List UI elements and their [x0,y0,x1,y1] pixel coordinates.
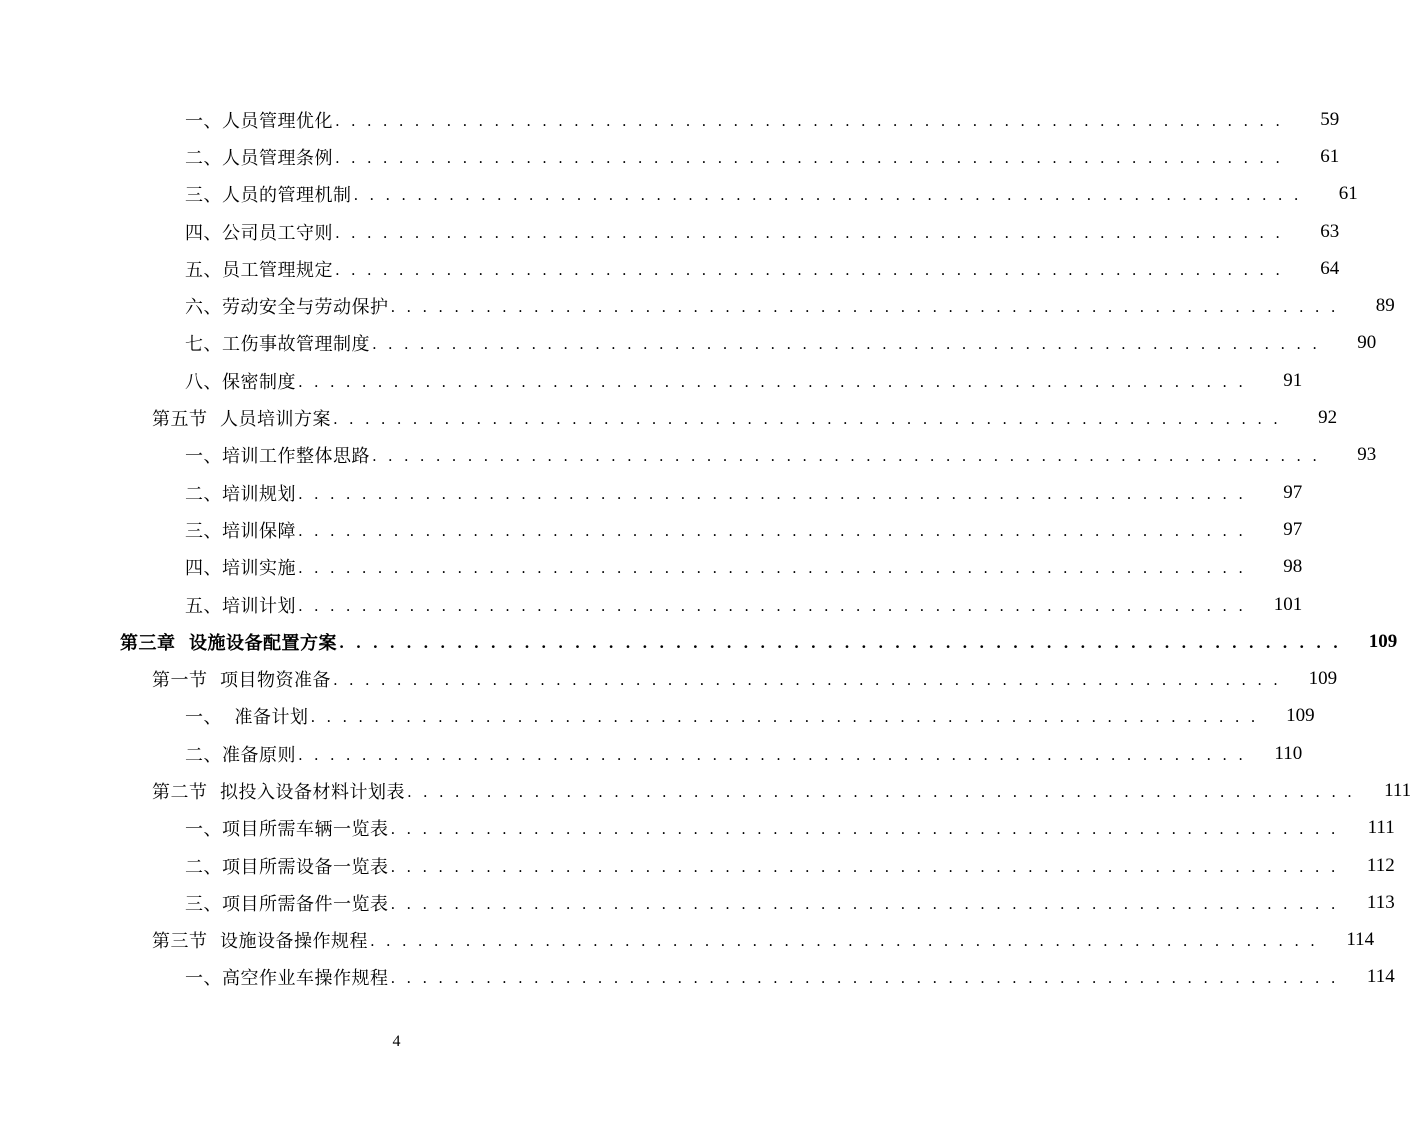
toc-entry-title: 一、培训工作整体思路 [185,446,370,468]
toc-entry-title: 二、人员管理条例 [185,147,333,169]
toc-entry-title: 第三章 设施设备配置方案 [120,632,338,654]
toc-entry-page: 61 [1338,183,1358,205]
toc-entry-title: 八、保密制度 [185,371,296,393]
toc-dot-leader: . . . . . . . . . . . . . . . . . . . . . . . . . . . . . . . . . . . . . . . . . . . . . . . . . . . . . . . . . . . . [369,932,1319,951]
toc-entry-title: 一、 准备计划 [185,707,309,729]
toc-dot-leader: . . . . . . . . . . . . . . . . . . . . . . . . . . . . . . . . . . . . . . . . . . . . . . . . . . . . . . . . . . . . [335,260,1284,279]
toc-entry-title: 一、人员管理优化 [185,110,333,132]
toc-entry[interactable] [0,511,1303,548]
toc-entry-title: 一、项目所需车辆一览表 [185,819,389,841]
toc-dot-leader: . . . . . . . . . . . . . . . . . . . . . . . . . . . . . . . . . . . . . . . . . . . . . . . . . . . . . . . . . . . . [332,410,1282,429]
toc-entry[interactable] [0,399,1338,436]
toc-entry[interactable] [0,101,1340,138]
toc-entry-page: 111 [1367,817,1395,839]
toc-entry[interactable] [0,959,1395,996]
toc-entry-page: 89 [1375,295,1395,317]
toc-entry-title: 四、公司员工守则 [185,222,333,244]
toc-entry[interactable] [0,138,1340,175]
toc-entry-page: 63 [1320,220,1340,242]
toc-dot-leader: . . . . . . . . . . . . . . . . . . . . . . . . . . . . . . . . . . . . . . . . . . . . . . . . . . . . . . . . . . . . [335,223,1284,242]
toc-dot-leader: . . . . . . . . . . . . . . . . . . . . . . . . . . . . . . . . . . . . . . . . . . . . . . . . . . . . . . . . . . . . [298,745,1247,764]
toc-entry-title: 六、劳动安全与劳动保护 [185,297,389,319]
toc-entry-page: 114 [1366,966,1395,988]
toc-dot-leader: . . . . . . . . . . . . . . . . . . . . . . . . . . . . . . . . . . . . . . . . . . . . . . . . . . . . . . . . . . . . [298,596,1247,615]
toc-dot-leader: . . . . . . . . . . . . . . . . . . . . . . . . . . . . . . . . . . . . . . . . . . . . . . . . . . . . . . . . . . . . [390,969,1339,988]
toc-entry-page: 112 [1366,854,1395,876]
toc-dot-leader: . . . . . . . . . . . . . . . . . . . . . . . . . . . . . . . . . . . . . . . . . . . . . . . . . . . . . . . . . . . . [372,335,1321,354]
table-of-contents [0,101,1411,996]
toc-entry-title: 五、员工管理规定 [185,259,333,281]
toc-entry[interactable] [0,176,1358,213]
toc-entry-page: 97 [1283,481,1303,503]
toc-entry-page: 97 [1283,518,1303,540]
toc-entry[interactable] [0,250,1340,287]
toc-entry-page: 110 [1274,742,1303,764]
toc-entry-page: 61 [1320,145,1340,167]
toc-entry[interactable] [0,772,1411,809]
toc-entry-title: 第五节 人员培训方案 [152,409,331,431]
toc-entry-page: 98 [1283,556,1303,578]
toc-entry[interactable] [0,287,1395,324]
toc-entry[interactable] [0,810,1395,847]
toc-entry-title: 三、项目所需备件一览表 [185,893,389,915]
toc-entry-title: 四、培训实施 [185,558,296,580]
toc-dot-leader: . . . . . . . . . . . . . . . . . . . . . . . . . . . . . . . . . . . . . . . . . . . . . . . . . . . . . . . . . . . . [332,671,1282,690]
toc-entry[interactable] [0,660,1338,697]
toc-entry-title: 第三节 设施设备操作规程 [152,931,368,953]
toc-entry-page: 64 [1320,257,1340,279]
toc-entry-page: 109 [1308,668,1338,690]
toc-dot-leader: . . . . . . . . . . . . . . . . . . . . . . . . . . . . . . . . . . . . . . . . . . . . . . . . . . . . . . . . . . . . [335,148,1284,167]
toc-dot-leader: . . . . . . . . . . . . . . . . . . . . . . . . . . . . . . . . . . . . . . . . . . . . . . . . . . . . . . . . . . . . [298,484,1247,503]
toc-entry[interactable] [0,362,1303,399]
toc-dot-leader: . . . . . . . . . . . . . . . . . . . . . . . . . . . . . . . . . . . . . . . . . . . . . . . . . . . . . . . . . . . . [406,782,1356,801]
toc-entry-title: 三、培训保障 [185,520,296,542]
toc-entry-page: 113 [1366,891,1395,913]
toc-entry-page: 90 [1357,332,1377,354]
toc-entry[interactable] [0,847,1395,884]
toc-dot-leader: . . . . . . . . . . . . . . . . . . . . . . . . . . . . . . . . . . . . . . . . . . . . . . . . . . . . . . . . . . . . [353,186,1302,205]
toc-entry-title: 二、项目所需设备一览表 [185,856,389,878]
toc-entry-title: 七、工伤事故管理制度 [185,334,370,356]
toc-entry[interactable] [0,735,1303,772]
toc-entry-title: 五、培训计划 [185,595,296,617]
toc-entry-title: 三、人员的管理机制 [185,185,352,207]
toc-entry[interactable] [0,922,1375,959]
toc-entry-page: 109 [1286,705,1315,727]
toc-entry-page: 101 [1273,593,1303,615]
toc-entry-page: 111 [1384,779,1411,801]
toc-dot-leader: . . . . . . . . . . . . . . . . . . . . . . . . . . . . . . . . . . . . . . . . . . . . . . . . . . . . . . . . . . . . [390,820,1339,839]
toc-entry-page: 91 [1283,369,1303,391]
toc-dot-leader: . . . . . . . . . . . . . . . . . . . . . . . . . . . . . . . . . . . . . . . . . . . . . . . . . . . . . . . . . . . . [390,298,1339,317]
toc-entry[interactable] [0,325,1377,362]
toc-entry-page: 109 [1368,630,1398,652]
toc-dot-leader: . . . . . . . . . . . . . . . . . . . . . . . . . . . . . . . . . . . . . . . . . . . . . . . . . . . . . . . . . . . . [372,447,1321,466]
toc-entry-page: 92 [1318,407,1338,429]
toc-dot-leader: . . . . . . . . . . . . . . . . . . . . . . . . . . . . . . . . . . . . . . . . . . . . . . . . . . . . . . . . . . . . [298,521,1247,540]
toc-dot-leader: . . . . . . . . . . . . . . . . . . . . . . . . . . . . . . . . . . . . . . . . . . . . . . . . . . . . . . . . . . . . [298,372,1247,391]
toc-entry[interactable] [0,549,1303,586]
toc-dot-leader: . . . . . . . . . . . . . . . . . . . . . . . . . . . . . . . . . . . . . . . . . . . . . . . . . . . . . . . . . . . . [310,708,1259,727]
toc-entry[interactable] [0,586,1303,623]
page-number: 4 [392,1033,401,1050]
toc-entry[interactable] [0,213,1340,250]
toc-entry-title: 第二节 拟投入设备材料计划表 [152,781,405,803]
toc-entry-page: 114 [1346,929,1375,951]
toc-entry[interactable] [0,437,1377,474]
toc-entry-title: 第一节 项目物资准备 [152,670,331,692]
toc-entry-page: 93 [1357,444,1377,466]
toc-dot-leader: . . . . . . . . . . . . . . . . . . . . . . . . . . . . . . . . . . . . . . . . . . . . . . . . . . . . . . . . . . . . [335,111,1284,130]
toc-entry-title: 一、高空作业车操作规程 [185,968,389,990]
toc-dot-leader: . . . . . . . . . . . . . . . . . . . . . . . . . . . . . . . . . . . . . . . . . . . . . . . . . . . . . . . . . . . . [390,857,1339,876]
toc-entry[interactable] [0,623,1398,660]
toc-entry-title: 二、培训规划 [185,483,296,505]
toc-entry[interactable] [0,474,1303,511]
toc-dot-leader: . . . . . . . . . . . . . . . . . . . . . . . . . . . . . . . . . . . . . . . . . . . . . . . . . . . . . . . . . . . . [298,559,1247,578]
toc-entry-title: 二、准备原则 [185,744,296,766]
toc-dot-leader: . . . . . . . . . . . . . . . . . . . . . . . . . . . . . . . . . . . . . . . . . . . . . . . . . . . . . . . . . . . . [339,633,1342,652]
toc-entry-page: 59 [1320,108,1340,130]
toc-dot-leader: . . . . . . . . . . . . . . . . . . . . . . . . . . . . . . . . . . . . . . . . . . . . . . . . . . . . . . . . . . . . [390,894,1339,913]
toc-entry[interactable] [0,698,1315,735]
toc-entry[interactable] [0,884,1395,921]
